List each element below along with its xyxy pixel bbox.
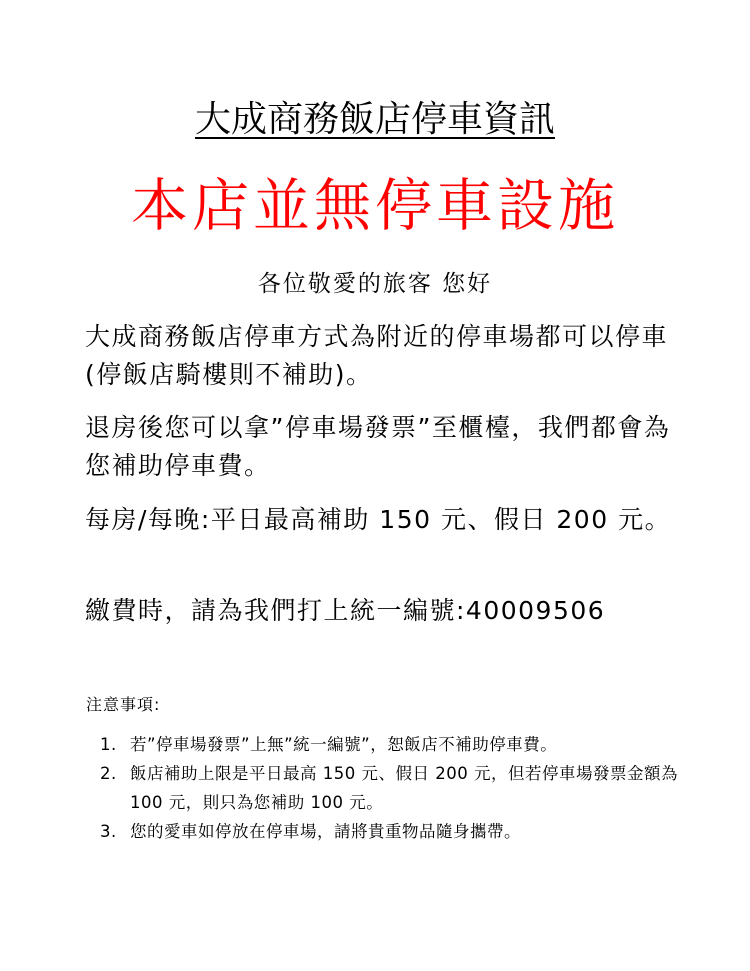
notes-heading: 注意事項: (86, 695, 161, 714)
notes-item-number: 3. (100, 822, 117, 841)
parking-method-paragraph: 大成商務飯店停車方式為附近的停車場都可以停車(停飯店騎樓則不補助)。 (85, 322, 669, 389)
notes-item-text: 若”停車場發票”上無”統一編號”，恕飯店不補助停車費。 (130, 735, 558, 754)
notes-item-text: 您的愛車如停放在停車場，請將貴重物品隨身攜帶。 (130, 822, 521, 841)
notes-list (100, 730, 680, 846)
notes-list-item (100, 759, 680, 817)
subsidy-amount-paragraph: 每房/每晚:平日最高補助 150 元、假日 200 元。 (85, 505, 672, 534)
page-title (0, 96, 750, 144)
notes-item-number: 2. (100, 764, 117, 783)
notes-list-item (100, 817, 680, 846)
notes-item-number: 1. (100, 735, 117, 754)
invoice-subsidy-paragraph: 退房後您可以拿”停車場發票”至櫃檯，我們都會為您補助停車費。 (85, 413, 671, 480)
tax-id-paragraph: 繳費時，請為我們打上統一編號:40009506 (85, 596, 606, 625)
page-title-text: 大成商務飯店停車資訊 (194, 99, 555, 140)
notes-list-item (100, 730, 680, 759)
greeting: 各位敬愛的旅客 您好 (257, 271, 493, 297)
no-parking-notice: 本店並無停車設施 (131, 173, 619, 239)
notes-item-text: 飯店補助上限是平日最高 150 元、假日 200 元，但若停車場發票金額為 100 元，則只為您補助 100 元。 (130, 764, 678, 812)
